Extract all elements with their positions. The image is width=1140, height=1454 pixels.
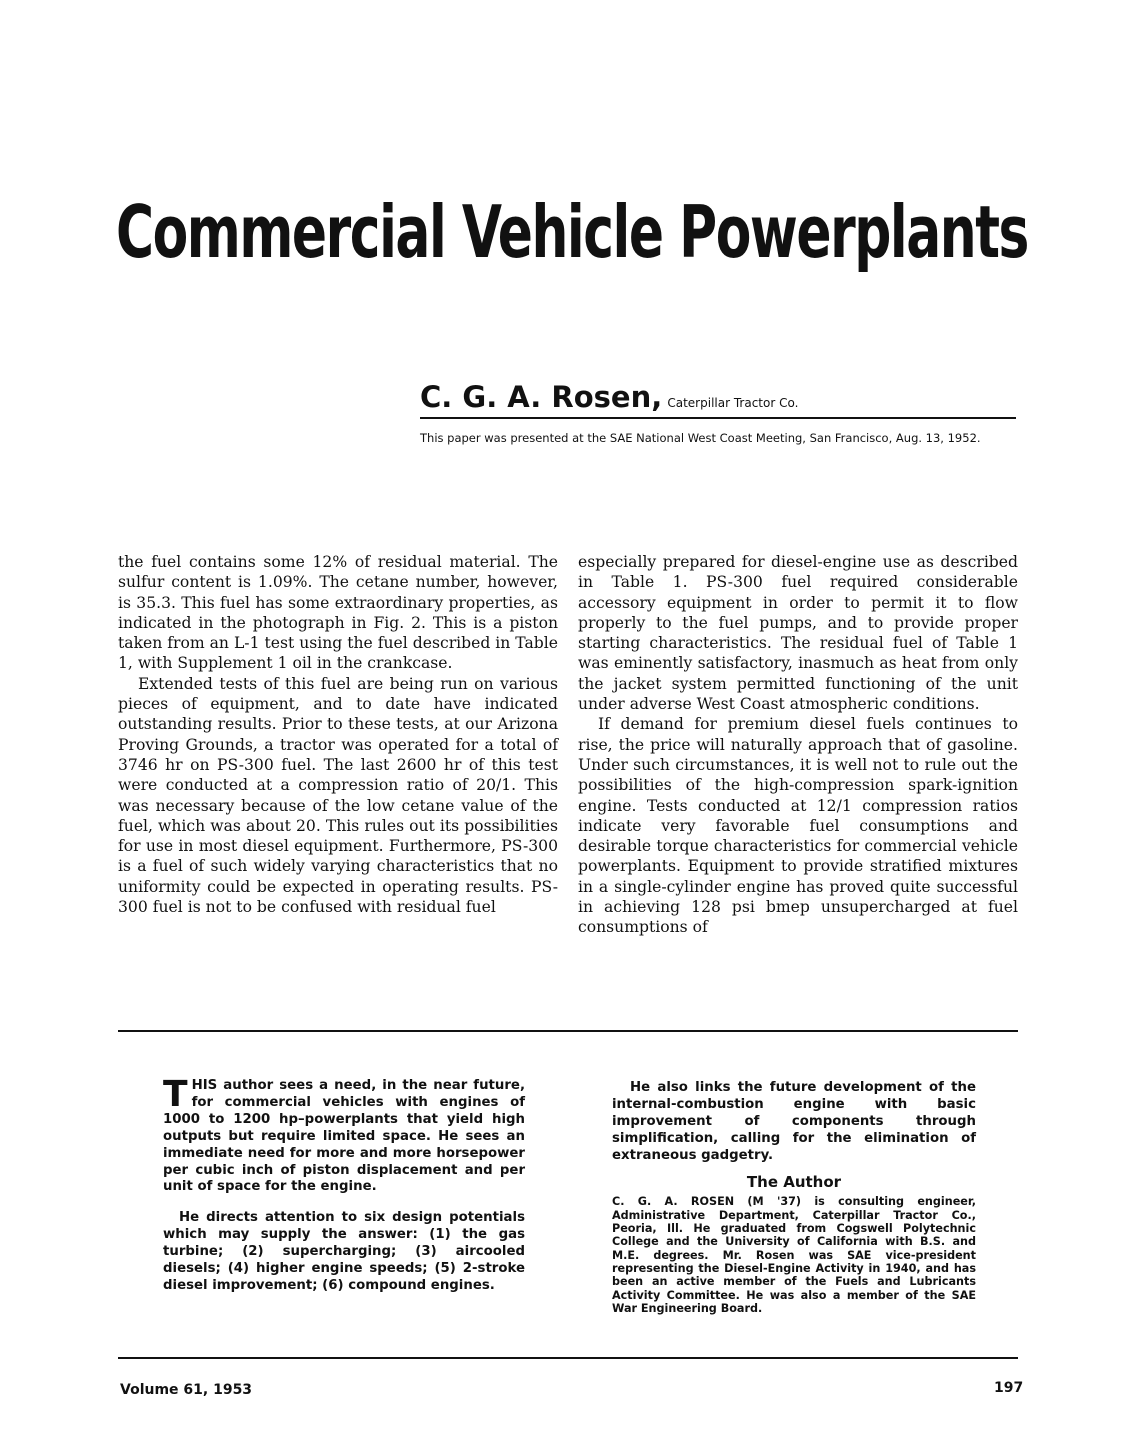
body-paragraph: If demand for premium diesel fuels continues to rise, the price will naturally approach that of gasoline. Under such circumstances, it is well not to rule out the possibilities of the high-compression spark-ignition engine. Tests conducted at 12/1 compression ratios indicate very favorable fuel consumptions and desirable torque characteristics for commercial vehicle powerplants. Equipment to provide stratified mixtures in a single-cylinder engine has proved quite successful in achieving 128 psi bmep unsupercharged at fuel consumptions of xyxy=(578,715,1018,937)
the-author-heading: The Author xyxy=(746,1172,842,1191)
author-bio xyxy=(612,1195,976,1315)
body-paragraph: the fuel contains some 12% of residual material. The sulfur content is 1.09%. The cetane number, however, is 35.3. This fuel has some extraordinary properties, as indicated in the photograph in Fig. 2. This is a piston taken from an L-1 test using the fuel described in Table 1, with Supplement 1 oil in the crankcase. xyxy=(118,553,558,673)
body-paragraph: especially prepared for diesel-engine use as described in Table 1. PS-300 fuel required considerable accessory equipment in order to permit it to flow properly to the fuel pumps, and to provide proper starting characteristics. The residual fuel of Table 1 was eminently satisfactory, inasmuch as heat from only the jacket system permitted functioning of the unit under adverse West Coast atmospheric conditions. xyxy=(578,553,1018,714)
body-column-left xyxy=(118,552,558,917)
volume-label: Volume 61, 1953 xyxy=(120,1382,253,1398)
presented-note: This paper was presented at the SAE National West Coast Meeting, San Francisco, Aug. 13, 1952. xyxy=(420,431,981,445)
body-column-right xyxy=(578,552,1018,938)
abstract-column-left xyxy=(163,1074,525,1295)
author-bio-text: He graduated from Cogswell Polytechnic College and the University of California with B.S. and M.E. degrees. Mr. Rosen was SAE vice-president representing the Diesel-Engine Activity in 1940, and has been an active member of the Fuels and Lubricants Activity Committee. He was also a member of the SAE War Engineering Board. xyxy=(612,1222,976,1315)
author-affiliation: Caterpillar Tractor Co. xyxy=(667,396,799,410)
abstract-paragraph: He also links the future development of the internal-combustion engine with basic improvement of components through simplification, calling for the elimination of extraneous gadgetry. xyxy=(612,1080,976,1163)
abstract-column-right xyxy=(612,1080,976,1315)
author-name: C. G. A. Rosen, xyxy=(420,380,663,414)
page-number: 197 xyxy=(994,1380,1024,1396)
body-paragraph: Extended tests of this fuel are being run on various pieces of equipment, and to date have indicated outstanding results. Prior to these tests, at our Arizona Proving Grounds, a tractor was operated for a total of 3746 hr on PS-300 fuel. The last 2600 hr of this test were conducted at a compression ratio of 20/1. This was necessary because of the low cetane value of the fuel, which was about 20. This rules out its possibilities for use in most diesel equipment. Furthermore, PS-300 is a fuel of such widely varying characteristics that no uniformity could be expected in operating results. PS-300 fuel is not to be confused with residual fuel xyxy=(118,674,558,917)
footer-divider xyxy=(118,1357,1018,1359)
abstract-paragraph: He directs attention to six design potentials which may supply the answer: (1) the gas turbine; (2) supercharging; (3) aircooled diesels; (4) higher engine speeds; (5) 2-stroke diesel improvement; (6) compound engines. xyxy=(163,1210,525,1293)
byline-divider xyxy=(420,417,1016,419)
byline xyxy=(420,380,798,414)
article-title: Commercial Vehicle Powerplants xyxy=(116,190,1028,274)
drop-cap: T xyxy=(163,1074,188,1115)
abstract-text: HIS author sees a need, in the near future, for commercial vehicles with engines of 1000 to 1200 hp–powerplants that yield high outputs but require limited space. He sees an immediate need for more and more horsepower per cubic inch of piston displacement and per unit of space for the engine. xyxy=(163,1078,525,1195)
abstract-paragraph xyxy=(163,1074,525,1196)
author-bio-lead: C. G. A. ROSEN (M '37) is consulting engineer, Administrative Department, Caterpillar Tractor Co., Peoria, Ill. xyxy=(612,1195,976,1236)
section-divider xyxy=(118,1030,1018,1032)
